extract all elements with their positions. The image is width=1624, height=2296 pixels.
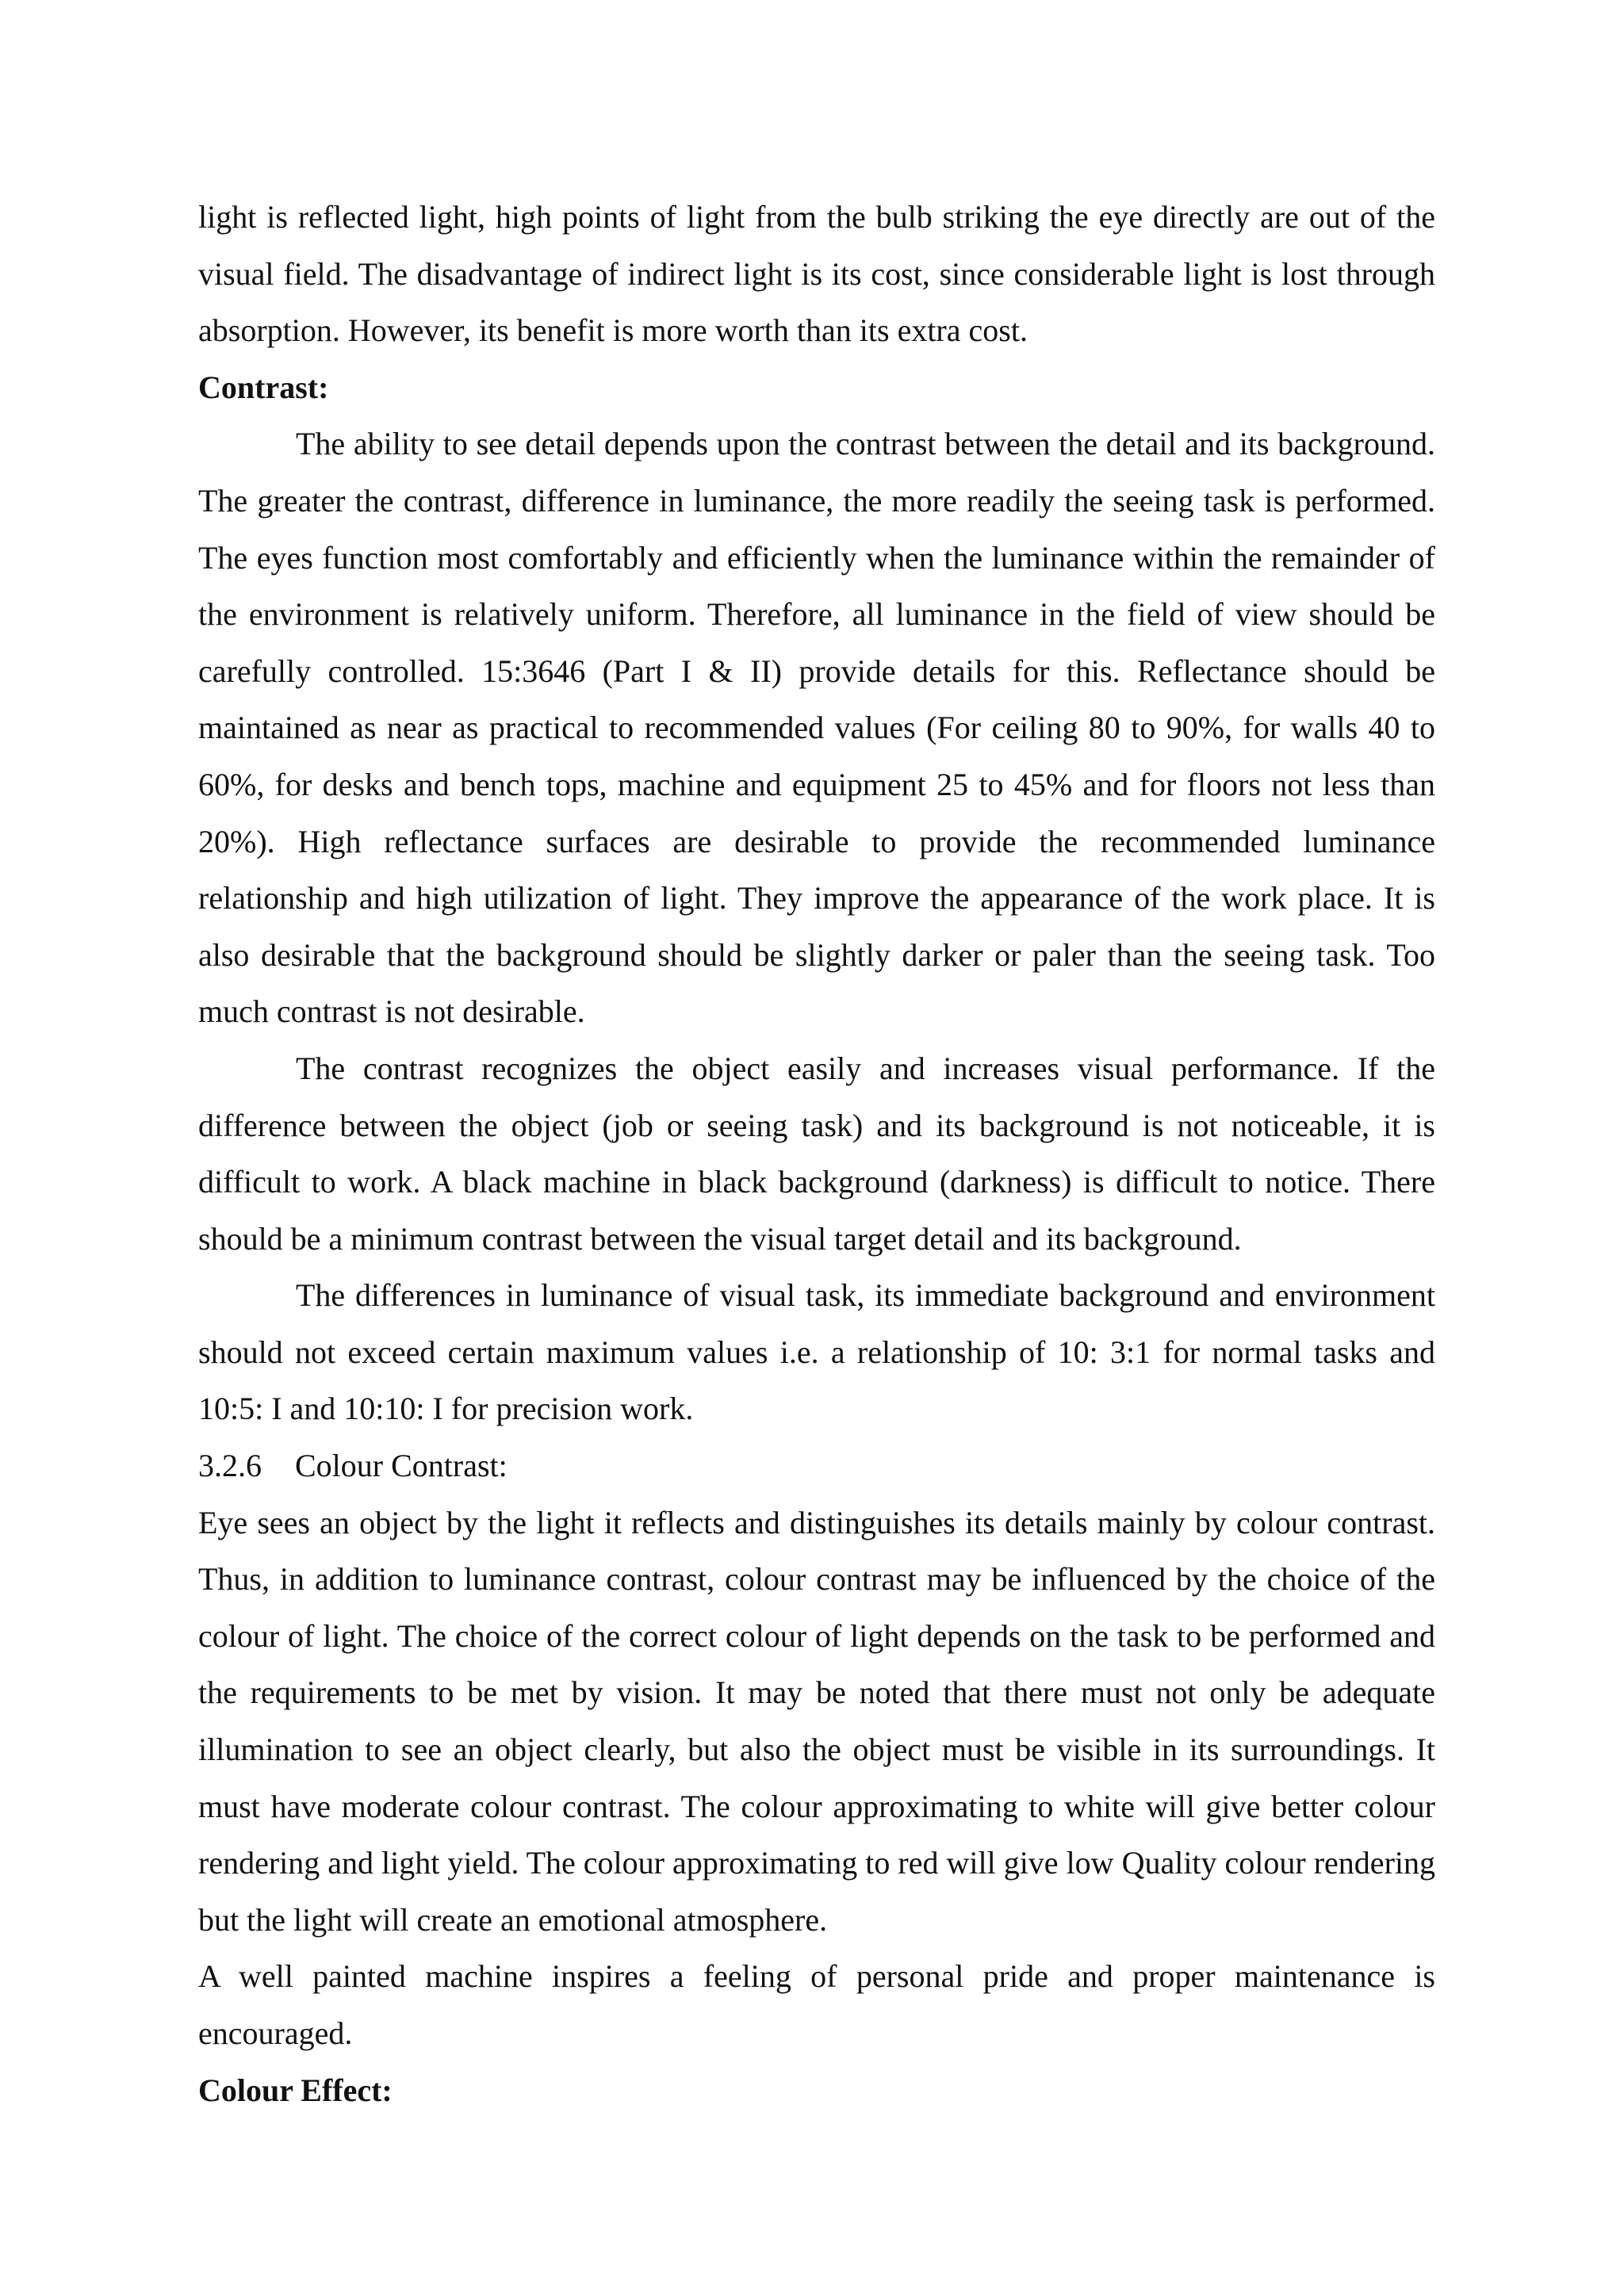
section-number: 3.2.6 [198,1448,262,1484]
paragraph-colour-contrast: Eye sees an object by the light it reflects and distinguishes its details mainly by colour contrast. Thus, in addition to luminance contrast, colour contrast may be influenced by the choice of the colour of light. The choice of the correct colour of light depends on the task to be performed and the requirements to be met by vision. It may be noted that there must not only be adequate illumination to see an object clearly, but also the object must be visible in its surroundings. It must have moderate colour contrast. The colour approximating to white will give better colour rendering and light yield. The colour approximating to red will give low Quality colour rendering but the light will create an emotional atmosphere. [198,1504,1435,1938]
paragraph-luminance-differences: The differences in luminance of visual task, its immediate background and environment should not exceed certain maximum values i.e. a relationship of 10: 3:1 for normal tasks and 10:5: I and 10:10: I for precision work. [198,1277,1435,1427]
section-title: Colour Contrast: [295,1448,508,1484]
paragraph-indirect-light: light is reflected light, high points of light from the bulb striking the eye directly are out of the visual field. The disadvantage of indirect light is its cost, since considerable light is lost through absorption. However, its benefit is more worth than its extra cost. [198,199,1435,349]
paragraph-contrast-recognition: The contrast recognizes the object easily and increases visual performance. If the difference between the object (job or seeing task) and its background is not noticeable, it is difficult to work. A black machine in black background (darkness) is difficult to notice. There should be a minimum contrast between the visual target detail and its background. [198,1050,1435,1257]
heading-colour-effect: Colour Effect: [198,2072,393,2108]
heading-contrast: Contrast: [198,369,329,405]
document-page [198,189,1435,2118]
section-colour-contrast [198,1437,1435,1494]
paragraph-contrast-detail: The ability to see detail depends upon the contrast between the detail and its background. The greater the contrast, difference in luminance, the more readily the seeing task is performed. The eyes function most comfortably and efficiently when the luminance within the remainder of the environment is relatively uniform. Therefore, all luminance in the field of view should be carefully controlled. 15:3646 (Part I & II) provide details for this. Reflectance should be maintained as near as practical to recommended values (For ceiling 80 to 90%, for walls 40 to 60%, for desks and bench tops, machine and equipment 25 to 45% and for floors not less than 20%). High reflectance surfaces are desirable to provide the recommended luminance relationship and high utilization of light. They improve the appearance of the work place. It is also desirable that the background should be slightly darker or paler than the seeing task. Too much contrast is not desirable. [198,426,1435,1030]
paragraph-painted-machine: A well painted machine inspires a feeling of personal pride and proper maintenance is encouraged. [198,1958,1435,2051]
